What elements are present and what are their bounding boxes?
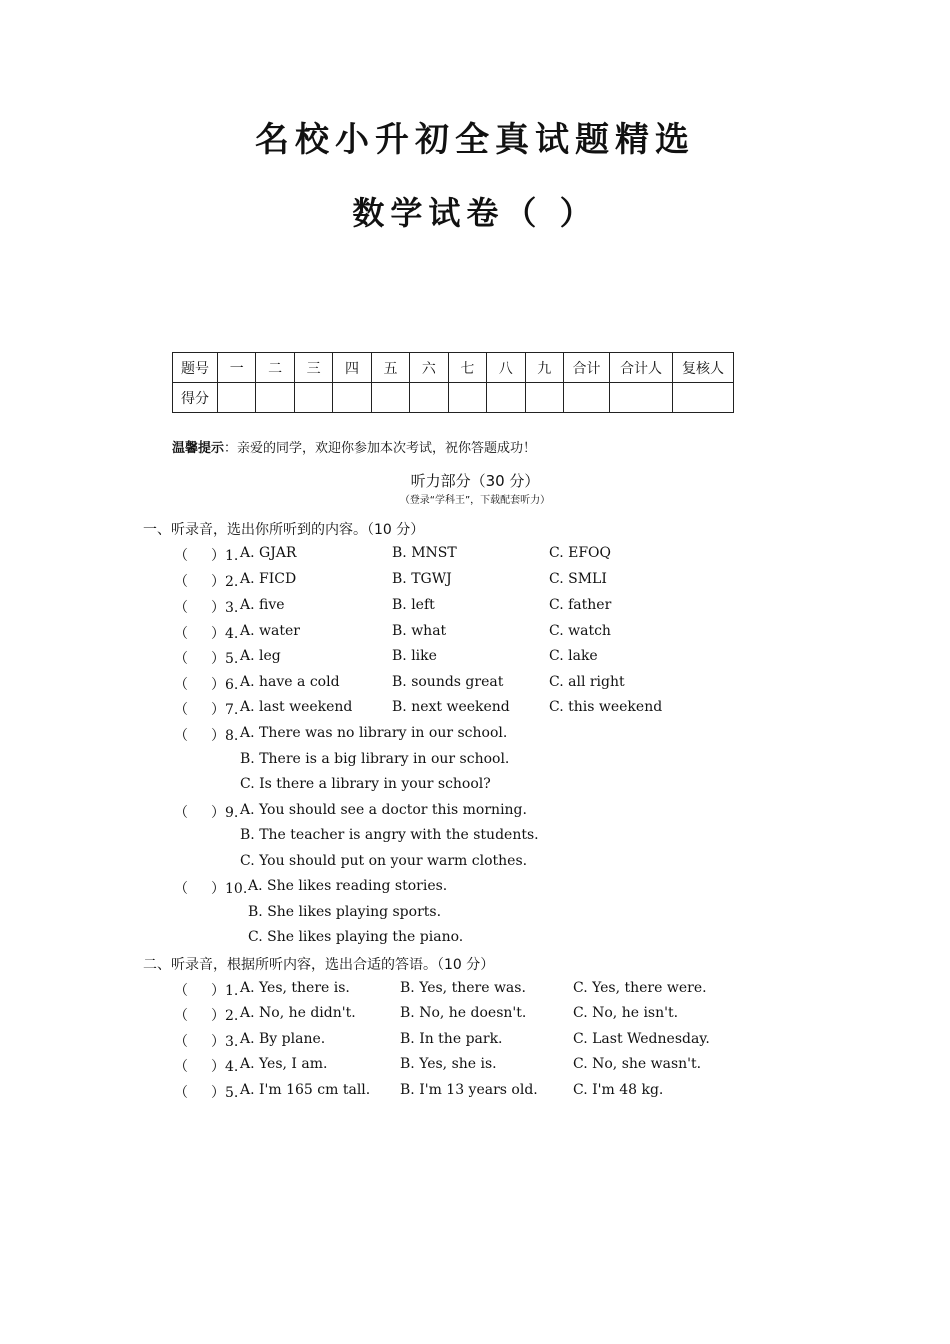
listening-section-title: 听力部分（30 分） (410, 472, 540, 490)
score-cell[interactable] (410, 383, 448, 413)
question-number: ）8. (211, 728, 239, 744)
answer-paren: （ (174, 600, 188, 616)
option-c: C. this weekend (549, 699, 663, 715)
option-c: C. I'm 48 kg. (573, 1082, 664, 1098)
question-row (0, 1082, 950, 1106)
answer-paren: （ (174, 702, 188, 718)
option-c: C. EFOQ (549, 545, 612, 561)
score-cell[interactable] (218, 383, 256, 413)
option-b: B. what (392, 623, 447, 639)
option-a: A. FICD (240, 571, 297, 587)
question-number: ）3. (211, 1034, 239, 1050)
score-cell[interactable] (487, 383, 525, 413)
question-row (0, 571, 950, 595)
question-number: ）5. (211, 1085, 239, 1101)
header-cell-9: 九 (525, 353, 564, 383)
question-row (0, 648, 950, 672)
option-b: B. next weekend (392, 699, 510, 715)
option-b: B. left (392, 597, 435, 613)
option-c: C. Is there a library in your school? (240, 776, 491, 792)
question-row (0, 725, 950, 749)
option-row (0, 827, 950, 851)
option-c: C. lake (549, 648, 598, 664)
header-cell-7: 七 (448, 353, 486, 383)
question-row (0, 597, 950, 621)
question-number: ）4. (211, 626, 239, 642)
option-c: C. watch (549, 623, 611, 639)
question-number: ）5. (211, 651, 239, 667)
score-table-score-row (173, 383, 734, 413)
question-row (0, 980, 950, 1004)
question-number: ）3. (211, 600, 239, 616)
question-number: ）1. (211, 548, 239, 564)
question-number: ）2. (211, 574, 239, 590)
answer-paren: （ (174, 805, 188, 821)
option-c: C. You should put on your warm clothes. (240, 853, 528, 869)
question-number: ）2. (211, 1008, 239, 1024)
answer-paren: （ (174, 1059, 188, 1075)
score-cell[interactable] (294, 383, 332, 413)
option-c: C. Yes, there were. (573, 980, 707, 996)
option-c: C. all right (549, 674, 625, 690)
warm-tip-label: 温馨提示 (172, 441, 225, 456)
option-c: C. SMLI (549, 571, 607, 587)
answer-paren: （ (174, 651, 188, 667)
score-cell[interactable] (448, 383, 486, 413)
question-number: ）10. (211, 881, 248, 897)
option-b: B. Yes, she is. (400, 1056, 497, 1072)
score-cell[interactable] (256, 383, 294, 413)
answer-paren: （ (174, 1085, 188, 1101)
option-b: B. The teacher is angry with the students. (240, 827, 539, 843)
question-number: ）9. (211, 805, 239, 821)
option-b: B. MNST (392, 545, 457, 561)
header-cell-3: 三 (294, 353, 332, 383)
question-row (0, 878, 950, 902)
option-a: A. You should see a doctor this morning. (240, 802, 527, 818)
header-cell-tallier: 合计人 (610, 353, 673, 383)
option-a: A. leg (240, 648, 281, 664)
option-a: A. five (240, 597, 285, 613)
part2-heading: 二、听录音，根据所听内容，选出合适的答语。（10 分） (143, 957, 495, 973)
question-row (0, 1031, 950, 1055)
warm-tip (172, 437, 536, 456)
header-cell-2: 二 (256, 353, 294, 383)
score-cell[interactable] (333, 383, 371, 413)
option-b: B. No, he doesn't. (400, 1005, 527, 1021)
score-cell[interactable] (564, 383, 610, 413)
option-b: B. sounds great (392, 674, 504, 690)
option-c: C. father (549, 597, 612, 613)
exam-subtitle: 数学试卷（ ） (352, 194, 598, 232)
question-number: ）4. (211, 1059, 239, 1075)
option-a: A. water (240, 623, 300, 639)
option-a: A. There was no library in our school. (240, 725, 508, 741)
header-cell-label: 题号 (173, 353, 218, 383)
question-row (0, 623, 950, 647)
option-row (0, 904, 950, 928)
option-b: B. There is a big library in our school. (240, 751, 510, 767)
answer-paren: （ (174, 574, 188, 590)
score-cell[interactable] (673, 383, 734, 413)
header-cell-8: 八 (487, 353, 525, 383)
option-a: A. I'm 165 cm tall. (240, 1082, 371, 1098)
question-row (0, 1005, 950, 1029)
exam-main-title: 名校小升初全真试题精选 (255, 120, 695, 160)
option-c: C. No, she wasn't. (573, 1056, 702, 1072)
option-a: A. last weekend (240, 699, 353, 715)
option-a: A. GJAR (240, 545, 297, 561)
option-c: C. Last Wednesday. (573, 1031, 710, 1047)
header-cell-4: 四 (333, 353, 371, 383)
answer-paren: （ (174, 881, 188, 897)
score-cell[interactable] (525, 383, 564, 413)
score-table (172, 352, 734, 413)
option-c: C. She likes playing the piano. (248, 929, 464, 945)
part1-heading: 一、听录音，选出你所听到的内容。（10 分） (143, 522, 425, 538)
answer-paren: （ (174, 1008, 188, 1024)
option-a: A. By plane. (240, 1031, 326, 1047)
option-row (0, 929, 950, 953)
question-row (0, 699, 950, 723)
option-b: B. like (392, 648, 437, 664)
header-cell-1: 一 (218, 353, 256, 383)
question-number: ）1. (211, 983, 239, 999)
answer-paren: （ (174, 728, 188, 744)
warm-tip-text: ：亲爱的同学，欢迎你参加本次考试，祝你答题成功！ (224, 441, 537, 456)
option-b: B. TGWJ (392, 571, 452, 587)
option-a: A. She likes reading stories. (248, 878, 448, 894)
question-row (0, 545, 950, 569)
answer-paren: （ (174, 983, 188, 999)
score-cell[interactable] (371, 383, 409, 413)
option-row (0, 751, 950, 775)
answer-paren: （ (174, 626, 188, 642)
header-cell-6: 六 (410, 353, 448, 383)
option-b: B. In the park. (400, 1031, 503, 1047)
score-cell[interactable] (610, 383, 673, 413)
option-b: B. I'm 13 years old. (400, 1082, 538, 1098)
question-row (0, 1056, 950, 1080)
option-b: B. Yes, there was. (400, 980, 526, 996)
score-table-header-row (173, 353, 734, 383)
question-number: ）7. (211, 702, 239, 718)
header-cell-reviewer: 复核人 (673, 353, 734, 383)
question-row (0, 674, 950, 698)
option-a: A. Yes, there is. (240, 980, 350, 996)
answer-paren: （ (174, 677, 188, 693)
score-row-label: 得分 (173, 383, 218, 413)
header-cell-total: 合计 (564, 353, 610, 383)
answer-paren: （ (174, 1034, 188, 1050)
question-row (0, 802, 950, 826)
question-number: ）6. (211, 677, 239, 693)
option-a: A. No, he didn't. (240, 1005, 356, 1021)
option-c: C. No, he isn't. (573, 1005, 679, 1021)
header-cell-5: 五 (371, 353, 409, 383)
option-row (0, 853, 950, 877)
option-row (0, 776, 950, 800)
option-a: A. Yes, I am. (240, 1056, 328, 1072)
option-b: B. She likes playing sports. (248, 904, 442, 920)
option-a: A. have a cold (240, 674, 340, 690)
answer-paren: （ (174, 548, 188, 564)
listening-section-subtitle: （登录“学科王”，下载配套听力） (399, 495, 551, 506)
